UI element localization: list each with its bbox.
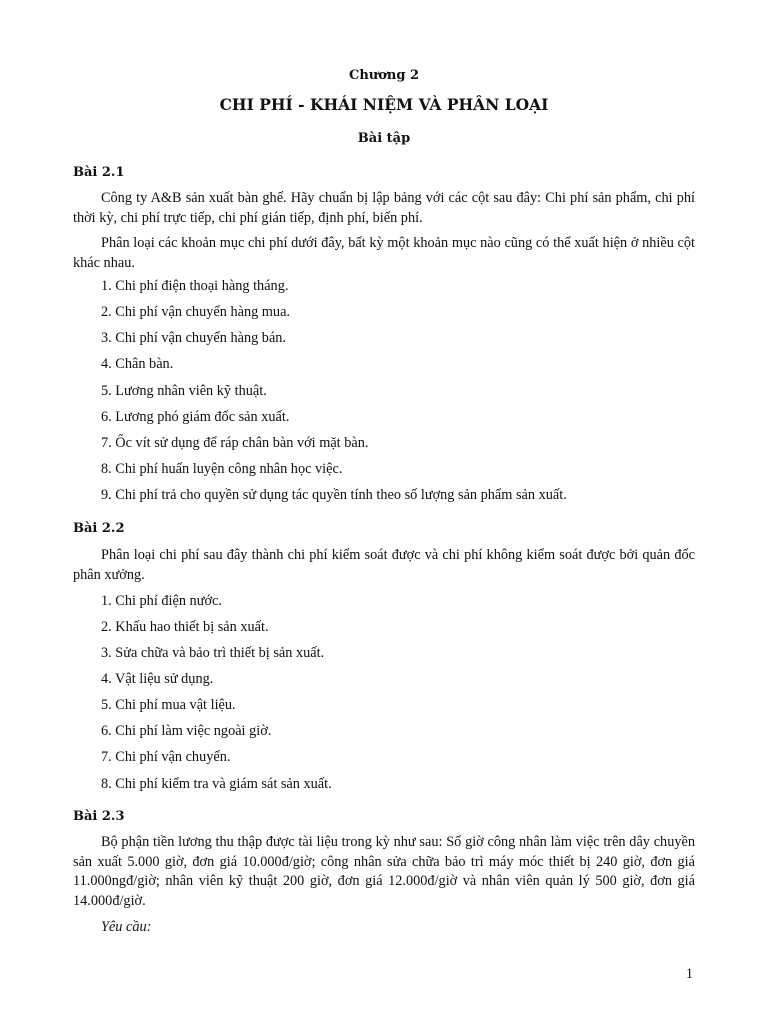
exercise-heading: Bài 2.3 (73, 809, 125, 824)
chapter-label: Chương 2 (348, 68, 420, 83)
exercise-paragraph: Công ty A&B sản xuất bàn ghế. Hãy chuẩn bị lập bảng với các cột sau đây: Chi phí sản phẩm, chi phí thời kỳ, chi phí trực tiếp, chi phí gián tiếp, định phí, biến phí. (73, 190, 695, 226)
list-item: 6. Chi phí làm việc ngoài giờ. (101, 723, 272, 739)
list-item: 5. Lương nhân viên kỹ thuật. (101, 383, 267, 399)
exercise-paragraph: Bộ phận tiền lương thu thập được tài liệu trong kỳ như sau: Số giờ công nhân làm việc trên dây chuyền sản xuất 5.000 giờ, đơn giá 10.000đ/giờ; công nhân sửa chữa bảo trì máy móc thiết bị 240 giờ, đơn giá 11.000ngđ/giờ; nhân viên kỹ thuật 200 giờ, đơn giá 12.000đ/giờ và nhân viên quản lý 500 giờ, đơn giá 14.000đ/giờ. (73, 834, 695, 909)
list-item: 3. Sửa chữa và bảo trì thiết bị sản xuất. (101, 645, 325, 661)
list-item: 4. Vật liệu sử dụng. (101, 671, 214, 687)
list-item: 7. Chi phí vận chuyển. (101, 749, 231, 765)
list-item: 4. Chân bàn. (101, 356, 174, 372)
list-item: 1. Chi phí điện thoại hàng tháng. (101, 278, 289, 294)
chapter-title: CHI PHÍ - KHÁI NIỆM VÀ PHÂN LOẠI (219, 95, 549, 114)
section-title: Bài tập (357, 131, 411, 146)
exercise-heading: Bài 2.1 (73, 165, 125, 180)
list-item: 2. Chi phí vận chuyển hàng mua. (101, 304, 291, 320)
list-item: 1. Chi phí điện nước. (101, 593, 222, 609)
requirement-label: Yêu cầu: (101, 919, 152, 935)
exercise-heading: Bài 2.2 (73, 521, 125, 536)
list-item: 2. Khấu hao thiết bị sản xuất. (101, 619, 269, 635)
exercise-paragraph: Phân loại chi phí sau đây thành chi phí kiểm soát được và chi phí không kiểm soát được bởi quản đốc phân xưởng. (73, 547, 695, 583)
list-item: 5. Chi phí mua vật liệu. (101, 697, 236, 713)
exercise-paragraph: Phân loại các khoản mục chi phí dưới đây, bất kỳ một khoản mục nào cũng có thể xuất hiện ở nhiều cột khác nhau. (73, 235, 695, 271)
list-item: 7. Ốc vít sử dụng để ráp chân bàn với mặt bàn. (101, 435, 369, 451)
list-item: 3. Chi phí vận chuyển hàng bán. (101, 330, 287, 346)
list-item: 6. Lương phó giám đốc sản xuất. (101, 409, 290, 425)
list-item: 8. Chi phí kiểm tra và giám sát sản xuất. (101, 776, 332, 792)
list-item: 8. Chi phí huấn luyện công nhân học việc. (101, 461, 343, 477)
list-item: 9. Chi phí trả cho quyền sử dụng tác quyền tính theo số lượng sản phẩm sản xuất. (101, 487, 567, 503)
page-number: 1 (685, 966, 693, 982)
